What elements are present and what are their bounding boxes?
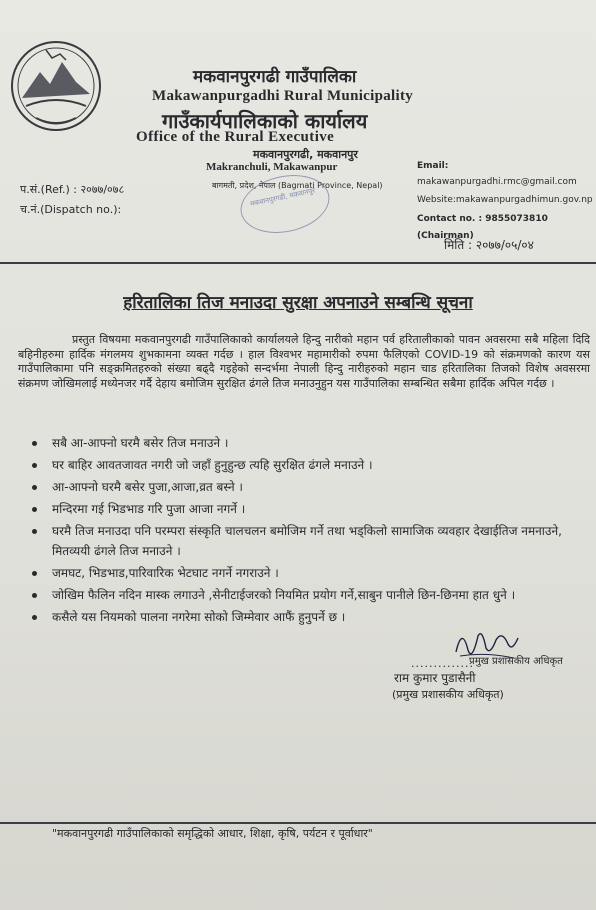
address-english: Makranchuli, Makawanpur [206, 161, 338, 173]
list-item-text: घर बाहिर आवतजावत नगरी जो जहाँ हुनुहुन्छ त्यहि सुरक्षित ढंगले मनाउने । [52, 458, 373, 472]
municipality-name-nepali: मकवानपुरगढी गाउँपालिका [193, 67, 357, 87]
bullet-icon [32, 529, 37, 534]
stamp-text: मकवानपुरगढी, मकवानपुर [249, 186, 316, 209]
signatory-title-top: प्रमुख प्रशासकीय अधिकृत [469, 656, 563, 667]
office-name-english: Office of the Rural Executive [136, 129, 335, 145]
email-label: Email: [417, 161, 449, 171]
bullet-icon [32, 615, 37, 620]
signatory-name: राम कुमार पुडासैनी [394, 671, 476, 685]
contact-role: (Chairman) [417, 231, 474, 241]
list-item-text: घरमै तिज मनाउदा पनि परम्परा संस्कृति चालचलन बमोजिम गर्ने तथा भड्किलो सामाजिक व्यवहार देखाईतिज नमनाउने, मितव्ययी ढंगले तिज मनाउने । [52, 524, 562, 558]
bullet-icon [32, 571, 37, 576]
address-nepali: मकवानपुरगढी, मकवानपुर [253, 148, 358, 161]
list-item [28, 499, 590, 519]
bullet-icon [32, 441, 37, 446]
bullet-icon [32, 507, 37, 512]
province-line: बागमती, प्रदेश, नेपाल (Bagmati Province, Nepal) [212, 181, 383, 190]
office-stamp [235, 167, 335, 240]
dispatch-number: च.नं.(Dispatch no.): [20, 203, 122, 216]
list-item-text: मन्दिरमा गई भिडभाड गरि पुजा आजा नगर्ने । [52, 502, 246, 516]
list-item [28, 585, 590, 605]
list-item [28, 433, 590, 453]
list-item-text: सबै आ-आफ्नो घरमै बसेर तिज मनाउने । [52, 436, 229, 450]
list-item-text: कसैले यस नियमको पालना नगरेमा सोको जिम्मेवार आफैं हुनुपर्ने छ । [52, 610, 346, 624]
intro-paragraph: प्रस्तुत विषयमा मकवानपुरगढी गाउँपालिकाको कार्यालयले हिन्दु नारीको महान पर्व हरितालीकाको पावन अवसरमा सबै महिला दिदि बहिनीहरुमा हार्दिक मंगलमय शुभकामना व्यक्त गर्दछ । हाल विश्वभर महामारीको रुपमा फैलिएको COVID-19 को संक्रमणको कारण यस गाउँपालिकामा पनि सङ्क्रमितहरुको संख्या बढ्दै गइहेको सन्दर्भमा नेपाली हिन्दु नारीहरुको महान चाड हरितालिका तिजको विशेष अवसरमा संक्रमण जोखिमलाई मध्येनजर गर्दै देहाय बमोजिम सुरक्षित ढंगले तिज मनाउनुहुन यस गाउँपालिका सम्बन्धित सबैमा हार्दिक अपिल गर्दछ । [18, 333, 590, 390]
notice-subject: हरितालिका तिज मनाउदा सुरक्षा अपनाउने सम्बन्धि सूचना [123, 293, 473, 313]
list-item [28, 455, 590, 475]
nepal-emblem-logo [6, 36, 106, 136]
bullet-icon [32, 485, 37, 490]
list-item-text: आ-आफ्नो घरमै बसेर पुजा,आजा,व्रत बस्ने । [52, 480, 243, 494]
list-item [28, 563, 590, 583]
list-item [28, 521, 590, 561]
email-address: makawanpurgadhi.rmc@gmail.com [417, 177, 577, 187]
website: Website:makawanpurgadhimun.gov.np [417, 195, 593, 205]
header-divider [0, 262, 596, 264]
reference-number: प.सं.(Ref.) : २०७७/०७८ [20, 183, 125, 196]
list-item-text: जोखिम फैलिन नदिन मास्क लगाउने ,सेनीटाईजरको नियमित प्रयोग गर्ने,साबुन पानीले छिन-छिनमा हात धुने । [52, 588, 516, 602]
letter-date: मिति : २०७७/०५/०४ [444, 238, 534, 252]
signature-line: .............. [411, 657, 474, 670]
signatory-title: (प्रमुख प्रशासकीय अधिकृत) [392, 688, 504, 701]
guideline-list [28, 433, 590, 629]
list-item-text: जमघट, भिडभाड,पारिवारिक भेटघाट नगर्ने नगराउने । [52, 566, 279, 580]
footer-slogan: "मकवानपुरगढी गाउँपालिकाको समृद्धिको आधार, शिक्षा, कृषि, पर्यटन र पूर्वाधार" [52, 827, 373, 840]
office-name-nepali: गाउँकार्यपालिकाको कार्यालय [162, 109, 368, 133]
contact-number: Contact no. : 9855073810 [417, 214, 548, 224]
bullet-icon [32, 463, 37, 468]
footer-divider [0, 822, 596, 824]
municipality-name-english: Makawanpurgadhi Rural Municipality [152, 88, 414, 104]
bullet-icon [32, 593, 37, 598]
list-item [28, 477, 590, 497]
